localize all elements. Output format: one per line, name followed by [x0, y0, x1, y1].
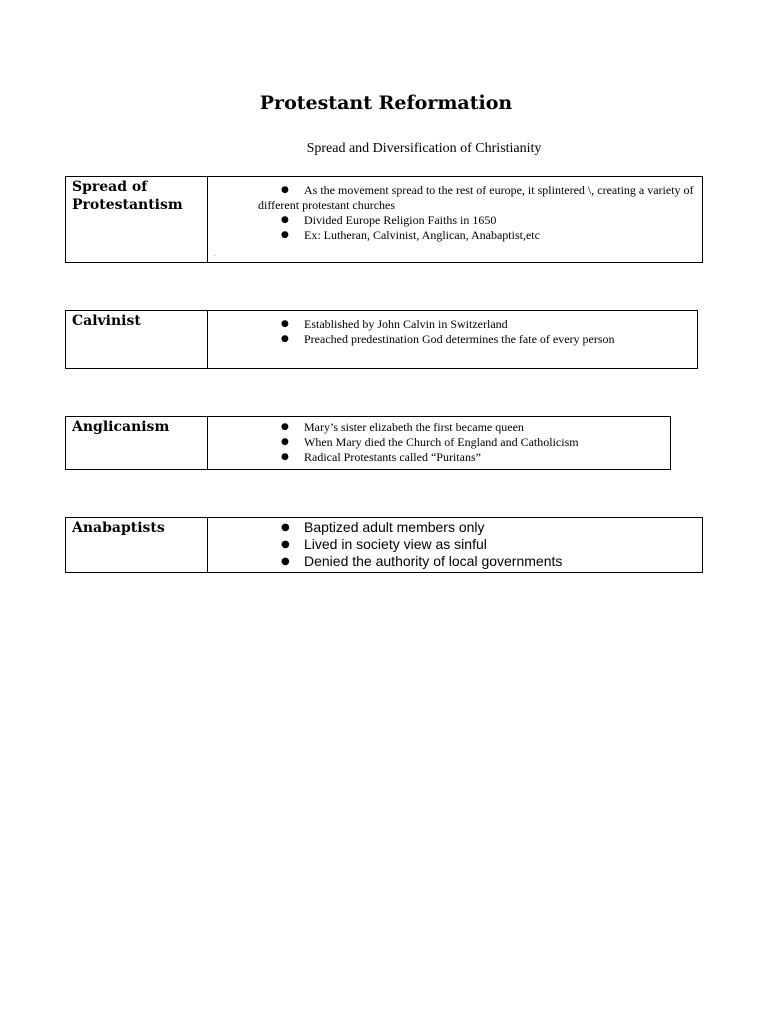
section-body	[208, 417, 671, 470]
bullet-icon: ●	[281, 522, 290, 533]
bullet-icon: ●	[281, 319, 289, 329]
section-calvinist	[65, 310, 698, 369]
document-title: Protestant Reformation	[259, 92, 513, 114]
bullet-text: Radical Protestants called “Puritans”	[304, 450, 481, 464]
list-item	[208, 435, 670, 450]
document-subtitle: Spread and Diversification of Christianity	[306, 141, 542, 156]
list-item	[208, 519, 702, 536]
section-heading: Anabaptists	[66, 518, 208, 573]
bullet-icon: ●	[281, 230, 289, 240]
bullet-icon: ●	[281, 215, 289, 225]
bullet-icon: ●	[281, 334, 289, 344]
bullet-icon: ●	[281, 437, 289, 447]
section-heading: Calvinist	[66, 311, 208, 369]
section-body	[208, 311, 698, 369]
bullet-icon: ●	[281, 452, 289, 462]
bullet-text: Mary’s sister elizabeth the first became queen	[304, 420, 524, 434]
section-heading: Spread of Protestantism	[66, 177, 208, 263]
bullet-list	[208, 518, 702, 570]
list-item	[208, 332, 697, 347]
list-item	[208, 450, 670, 465]
list-item	[208, 420, 670, 435]
list-item	[208, 536, 702, 553]
bullet-icon: ●	[281, 556, 290, 567]
bullet-text: Divided Europe Religion Faiths in 1650	[304, 213, 497, 227]
bullet-list	[208, 177, 702, 243]
bullet-list	[208, 417, 670, 465]
bullet-text: Preached predestination God determines the fate of every person	[304, 332, 615, 346]
bullet-text: Baptized adult members only	[304, 519, 485, 535]
bullet-text: Ex: Lutheran, Calvinist, Anglican, Anabaptist,etc	[304, 228, 540, 242]
section-body	[208, 518, 703, 573]
section-body	[208, 177, 703, 263]
bullet-text: As the movement spread to the rest of europe, it splintered \, creating a variety of different protestant churches	[258, 183, 694, 212]
section-anabaptists	[65, 517, 703, 573]
bullet-text: Denied the authority of local governments	[304, 553, 563, 569]
bullet-icon: ●	[281, 185, 289, 195]
bullet-text: Lived in society view as sinful	[304, 536, 487, 552]
section-spread-of-protestantism	[65, 176, 703, 263]
bullet-text: When Mary died the Church of England and Catholicism	[304, 435, 579, 449]
list-item	[208, 317, 697, 332]
list-item	[208, 553, 702, 570]
bullet-icon: ●	[281, 539, 290, 550]
bullet-icon: ●	[281, 422, 289, 432]
list-item	[208, 213, 702, 228]
section-heading: Anglicanism	[66, 417, 208, 470]
trailing-mark: .	[214, 252, 216, 258]
list-item	[208, 183, 702, 213]
bullet-text: Established by John Calvin in Switzerland	[304, 317, 508, 331]
section-anglicanism	[65, 416, 671, 470]
bullet-list	[208, 311, 697, 347]
list-item	[208, 228, 702, 243]
